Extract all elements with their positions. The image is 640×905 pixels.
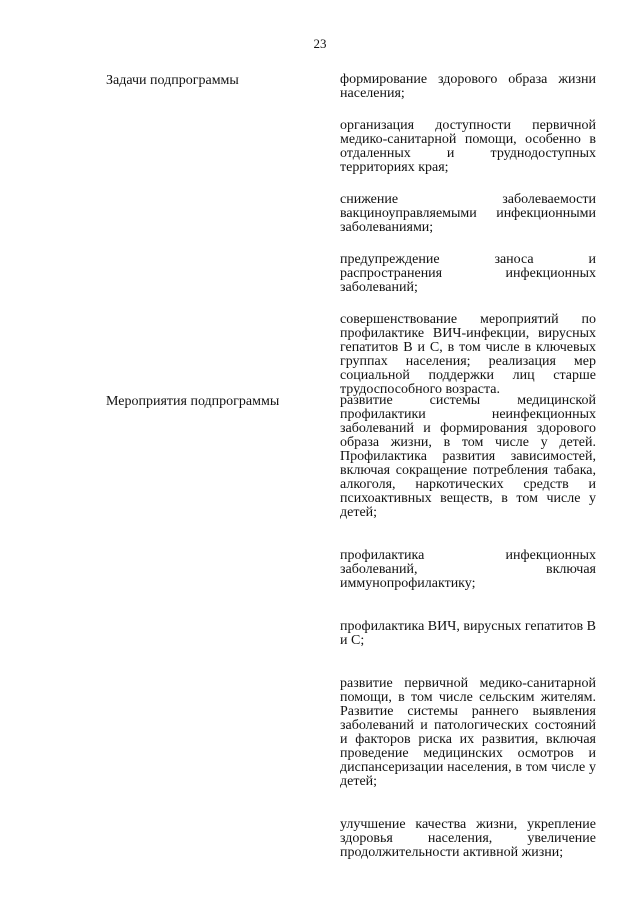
section-label-measures: Мероприятия подпрограммы bbox=[106, 394, 280, 409]
task-item: организация доступности первичной медико-санитарной помощи, особенно в отдаленных и труднодоступных территориях края; bbox=[340, 118, 596, 175]
measure-item: профилактика инфекционных заболеваний, включая иммунопрофилактику; bbox=[340, 548, 596, 591]
task-item: совершенствование мероприятий по профилактике ВИЧ-инфекции, вирусных гепатитов В и С, в том числе в ключевых группах населения; реализация мер социальной поддержки лиц старше трудоспособного возраста. bbox=[340, 312, 596, 397]
measure-item: профилактика ВИЧ, вирусных гепатитов В и С; bbox=[340, 619, 596, 648]
section-label-tasks: Задачи подпрограммы bbox=[106, 73, 239, 88]
section-items-measures bbox=[340, 394, 596, 889]
measure-item: развитие системы медицинской профилактики неинфекционных заболеваний и формирования здорового образа жизни, в том числе у детей. Профилактика развития зависимостей, включая сокращение потребления табака, алкоголя, наркотических средств и психоактивных веществ, в том числе у детей; bbox=[340, 393, 596, 520]
section-items-tasks bbox=[340, 73, 596, 415]
task-item: формирование здорового образа жизни населения; bbox=[340, 72, 596, 101]
measure-item: развитие первичной медико-санитарной помощи, в том числе сельским жителям. Развитие системы раннего выявления заболеваний и патологических состояний и факторов риска их развития, включая проведение медицинских осмотров и диспансеризации населения, в том числе у детей; bbox=[340, 676, 596, 789]
task-item: предупреждение заноса и распространения инфекционных заболеваний; bbox=[340, 252, 596, 295]
task-item: снижение заболеваемости вакциноуправляемыми инфекционными заболеваниями; bbox=[340, 192, 596, 235]
page-number: 23 bbox=[313, 36, 327, 51]
measure-item: улучшение качества жизни, укрепление здоровья населения, увеличение продолжительности активной жизни; bbox=[340, 817, 596, 860]
